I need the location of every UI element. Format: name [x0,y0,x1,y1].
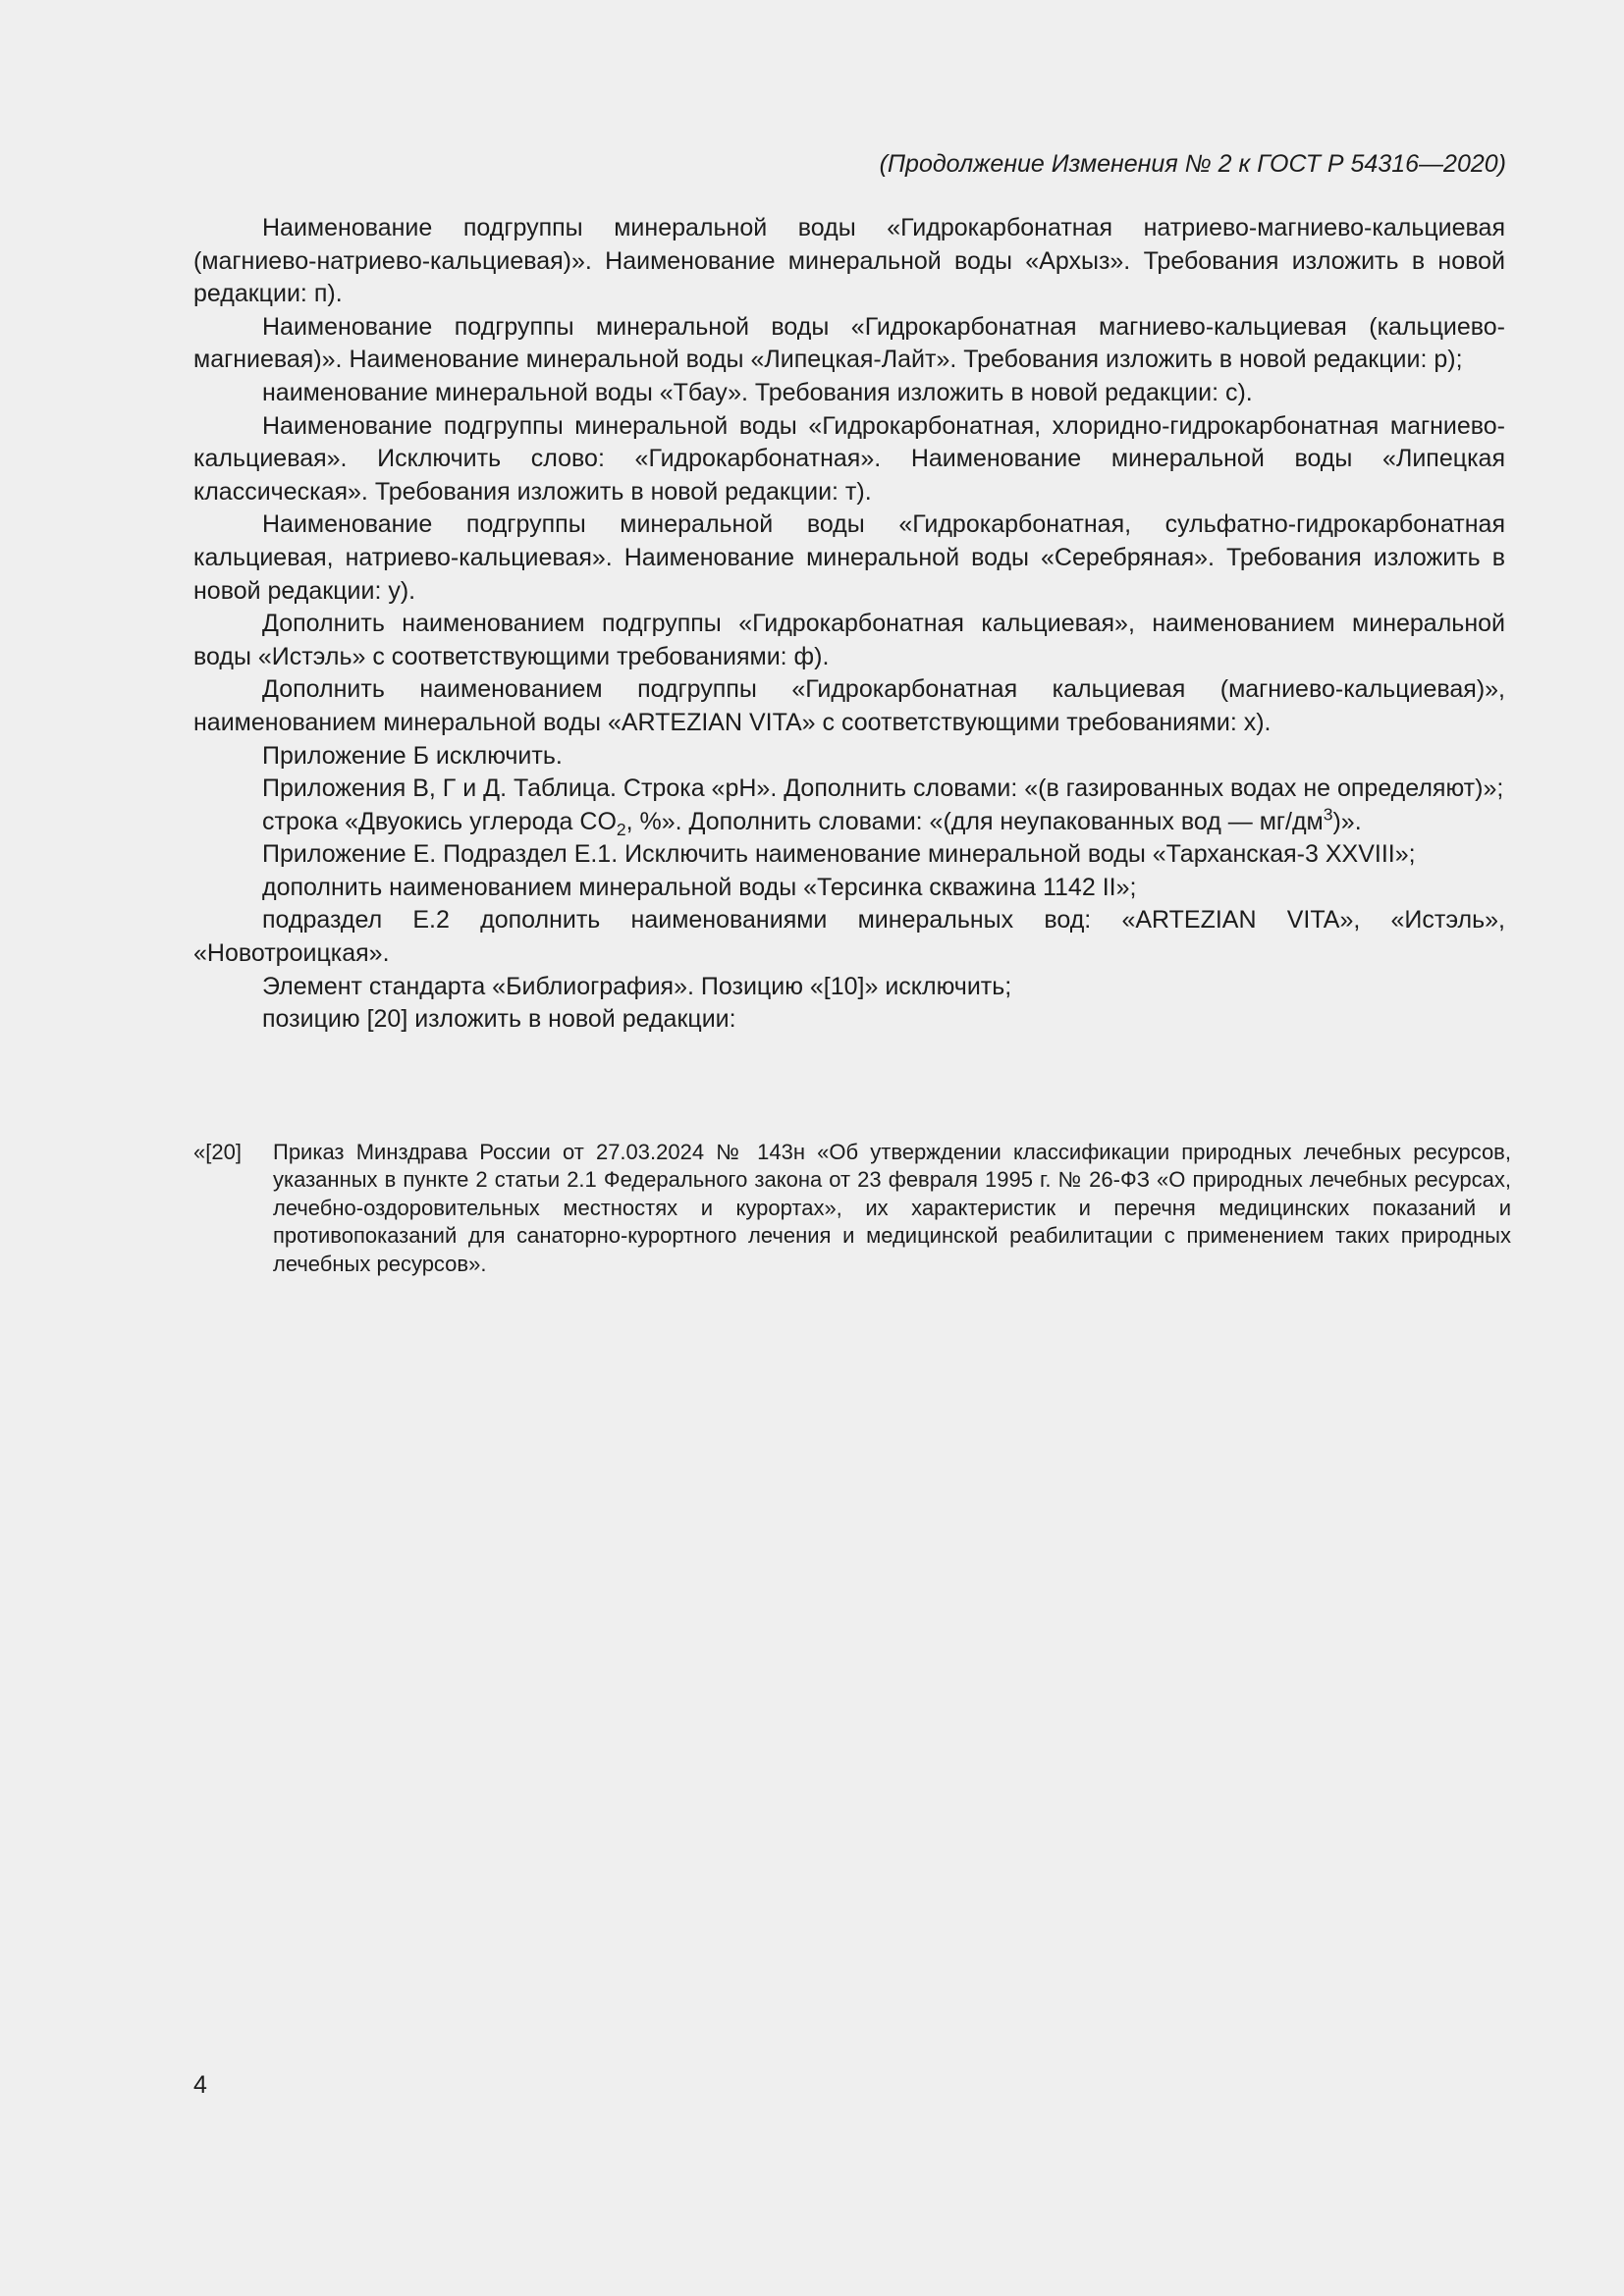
paragraph: Приложение Е. Подраздел Е.1. Исключить наименование минеральной воды «Тарханская-3 XXVIII»; [262,840,1416,869]
page-number: 4 [193,2071,207,2099]
paragraph: Наименование подгруппы минеральной воды «Гидрокарбонатная, сульфатно-гидрокарбонатная кальциевая, натриево-кальциевая». Наименование минеральной воды «Серебряная». Требования изложить в новой редакции: у). [193,510,1505,605]
co2-subscript: 2 [616,819,626,839]
paragraph: Наименование подгруппы минеральной воды «Гидрокарбонатная магниево-кальциевая (кальциево-магниевая)». Наименование минеральной воды «Липецкая-Лайт». Требования изложить в новой редакции: р); [193,312,1505,374]
co2-text-1: строка «Двуокись углерода CO [262,807,617,835]
paragraph: Приложения В, Г и Д. Таблица. Строка «pH». Дополнить словами: «(в газированных водах не определяют)»; [262,774,1504,803]
paragraph: Наименование подгруппы минеральной воды «Гидрокарбонатная, хлоридно-гидрокарбонатная магниево-кальциевая». Исключить слово: «Гидрокарбонатная». Наименование минеральной воды «Липецкая классическая». Требования изложить в новой редакции: т). [193,411,1505,506]
paragraph: дополнить наименованием минеральной воды «Терсинка скважина 1142 II»; [262,873,1137,901]
paragraph: наименование минеральной воды «Тбау». Требования изложить в новой редакции: с). [262,378,1253,406]
paragraph: позицию [20] изложить в новой редакции: [262,1005,736,1034]
bibliography-entry [193,1139,1511,1278]
paragraph: Элемент стандарта «Библиография». Позицию «[10]» исключить; [262,972,1012,1000]
document-body [193,212,1505,1037]
co2-text-2: , %». Дополнить словами: «(для неупакованных вод — мг/дм [625,807,1324,835]
co2-text-3: )». [1332,807,1362,835]
bibliography-number: «[20] [193,1140,242,1164]
paragraph: Наименование подгруппы минеральной воды «Гидрокарбонатная натриево-магниево-кальциевая (магниево-натриево-кальциевая)». Наименование минеральной воды «Архыз». Требования изложить в новой редакции: п). [193,214,1505,308]
co2-superscript: 3 [1323,804,1333,825]
bibliography-text: Приказ Минздрава России от 27.03.2024 № 143н «Об утверждении классификации природных лечебных ресурсов, указанных в пункте 2 статьи 2.1 Федерального закона от 23 февраля 1995 г. № 26-ФЗ «О природных лечебных ресурсах, лечебно-оздоровительных местностях и курортах», их характеристик и перечня медицинских показаний и противопоказаний для санаторно-курортного лечения и медицинской реабилитации с применением таких природных лечебных ресурсов». [273,1140,1511,1276]
paragraph: Дополнить наименованием подгруппы «Гидрокарбонатная кальциевая (магниево-кальциевая)», наименованием минеральной воды «ARTEZIAN VITA» с соответствующими требованиями: х). [193,675,1505,736]
paragraph: Приложение Б исключить. [262,741,563,770]
paragraph: подраздел Е.2 дополнить наименованиями минеральных вод: «ARTEZIAN VITA», «Истэль», «Новотроицкая». [193,906,1505,968]
co2-paragraph [193,806,1505,839]
page-header: (Продолжение Изменения № 2 к ГОСТ Р 54316—2020) [879,150,1506,178]
paragraph: Дополнить наименованием подгруппы «Гидрокарбонатная кальциевая», наименованием минеральной воды «Истэль» с соответствующими требованиями: ф). [193,610,1505,670]
